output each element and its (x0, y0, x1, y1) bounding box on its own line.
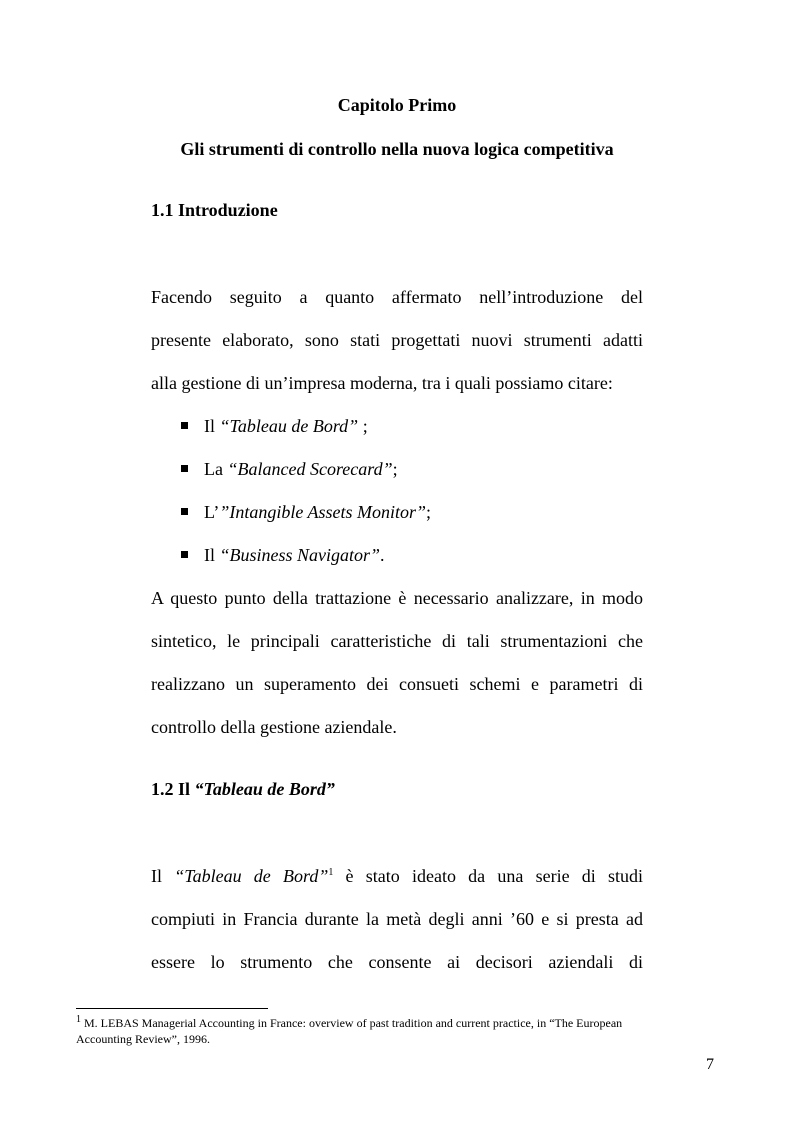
section-2-heading: 1.2 Il “Tableau de Bord” (151, 779, 335, 799)
square-bullet-icon (181, 551, 188, 558)
paragraph-line: presente elaborato, sono stati progettati nuovi strumenti adatti (151, 330, 643, 350)
section-1-heading: 1.1 Introduzione (151, 200, 278, 220)
list-item: L’”Intangible Assets Monitor”; (181, 501, 431, 523)
square-bullet-icon (181, 422, 188, 429)
paragraph-line: realizzano un superamento dei consueti schemi e parametri di (151, 674, 643, 694)
list-item: Il “Business Navigator”. (181, 544, 385, 566)
footnote-continuation: Accounting Review”, 1996. (76, 1032, 210, 1046)
page-number: 7 (706, 1056, 714, 1073)
paragraph-line: compiuti in Francia durante la metà degli anni ’60 e si presta ad (151, 909, 643, 929)
footnote-divider (76, 1008, 268, 1009)
paragraph-line: alla gestione di un’impresa moderna, tra i quali possiamo citare: (151, 373, 613, 393)
list-item: Il “Tableau de Bord” ; (181, 415, 368, 437)
list-item: La “Balanced Scorecard”; (181, 458, 398, 480)
paragraph-line: sintetico, le principali caratteristiche di tali strumentazioni che (151, 631, 643, 651)
paragraph-line: Facendo seguito a quanto affermato nell’introduzione del (151, 287, 643, 307)
square-bullet-icon (181, 508, 188, 515)
paragraph-line: A questo punto della trattazione è necessario analizzare, in modo (151, 588, 643, 608)
paragraph-line: controllo della gestione aziendale. (151, 717, 397, 737)
chapter-subtitle: Gli strumenti di controllo nella nuova logica competitiva (180, 139, 614, 159)
footnote: $^1$ M. LEBAS Managerial Accounting in France: overview of past tradition and current practice, in “The European (76, 1014, 623, 1030)
footnote-reference[interactable]: 1 (328, 867, 334, 878)
square-bullet-icon (181, 465, 188, 472)
paragraph-line: Il “Tableau de Bord”$^1$ è stato ideato da una serie di studi (151, 866, 643, 886)
chapter-title: Capitolo Primo (337, 95, 457, 115)
paragraph-line: essere lo strumento che consente ai decisori aziendali di (151, 952, 643, 972)
